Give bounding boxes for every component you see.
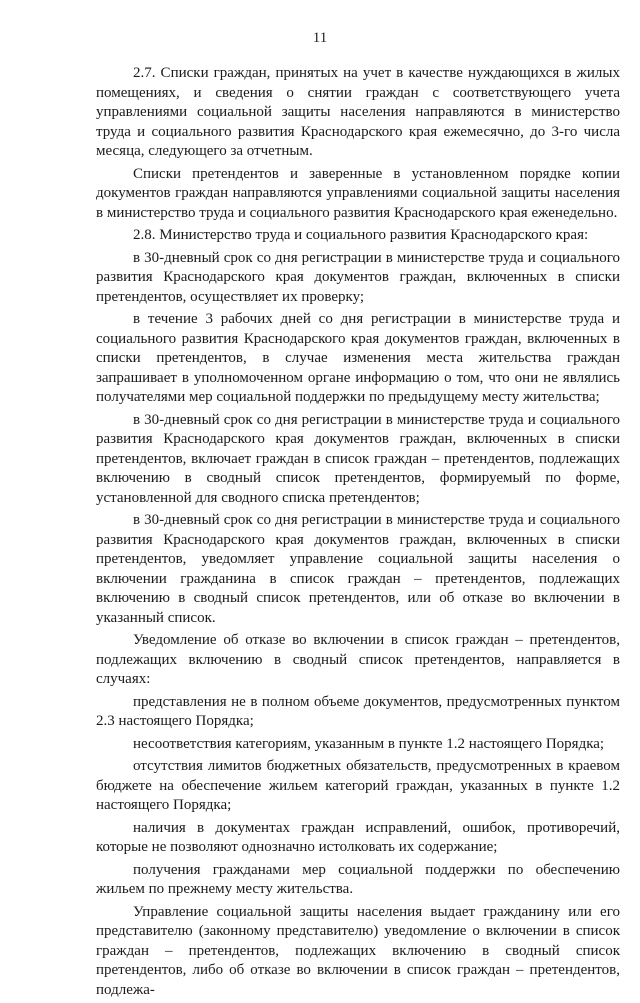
list-item-prior-support: получения гражданами мер социальной поддержки по обеспечению жильем по прежнему месту жительства. — [96, 861, 620, 897]
paragraph-verification: в 30-дневный срок со дня регистрации в министерстве труда и социального развития Краснодарского края документов граждан, включенных в списки претендентов, осуществляет их проверку; — [96, 249, 620, 305]
list-item-budget-limits: отсутствия лимитов бюджетных обязательств, предусмотренных в краевом бюджете на обеспечение жильем категорий граждан, указанных в пункте 1.2 настоящего Порядка; — [96, 758, 620, 813]
paragraph-lists-of-applicants: Списки претендентов и заверенные в установленном порядке копии документов граждан направляются управлениями социальной защиты населения в министерство труда и социального развития Краснодарского края еженедельно. — [96, 165, 620, 221]
document-body — [96, 64, 620, 1003]
page-number: 11 — [312, 30, 328, 46]
list-item-incomplete-documents: представления не в полном объеме документов, предусмотренных пунктом 2.3 настоящего Порядка; — [96, 693, 620, 729]
paragraph-refusal-notice: Уведомление об отказе во включении в список граждан – претендентов, подлежащих включению в сводный список претендентов, направляется в случаях: — [96, 632, 620, 687]
paragraph-2-8: 2.8. Министерство труда и социального развития Краснодарского края: — [133, 227, 589, 243]
paragraph-information-request: в течение 3 рабочих дней со дня регистрации в министерстве труда и социального развития Краснодарского края документов граждан, включенных в списки претендентов, в случае изменения места жительства граждан запрашивает в уполномоченном органе информацию о том, что они не являлись получателями мер социальной поддержки по предыдущему месту жительства; — [96, 311, 620, 405]
paragraph-notification: в 30-дневный срок со дня регистрации в министерстве труда и социального развития Краснодарского края документов граждан, включенных в списки претендентов, уведомляет управление социальной защиты населения о включении гражданина в список граждан – претендентов, подлежащих включению в сводный список претендентов, или об отказе во включении в указанный список. — [96, 512, 620, 626]
list-item-document-errors: наличия в документах граждан исправлений, ошибок, противоречий, которые не позволяют однозначно истолковать их содержание; — [96, 819, 620, 855]
list-item-category-mismatch: несоответствия категориям, указанным в пункте 1.2 настоящего Порядка; — [133, 735, 605, 752]
paragraph-2-7: 2.7. Списки граждан, принятых на учет в качестве нуждающихся в жилых помещениях, и сведения о снятии граждан с соответствующего учета управлениями социальной защиты населения направляются в министерство труда и социального развития Краснодарского края ежемесячно, до 3-го числа месяца, следующего за отчетным. — [96, 65, 620, 159]
paragraph-inclusion: в 30-дневный срок со дня регистрации в министерстве труда и социального развития Краснодарского края документов граждан, включенных в списки претендентов, включает граждан в список граждан – претендентов, подлежащих включению в сводный список претендентов, формируемый по форме, установленной для сводного списка претендентов; — [96, 411, 620, 506]
paragraph-issuance: Управление социальной защиты населения выдает гражданину или его представителю (законному представителю) уведомление о включении в список граждан – претендентов, подлежащих включению в сводный список претендентов, либо об отказе во включении в список граждан – претендентов, подлежа- — [96, 903, 620, 998]
